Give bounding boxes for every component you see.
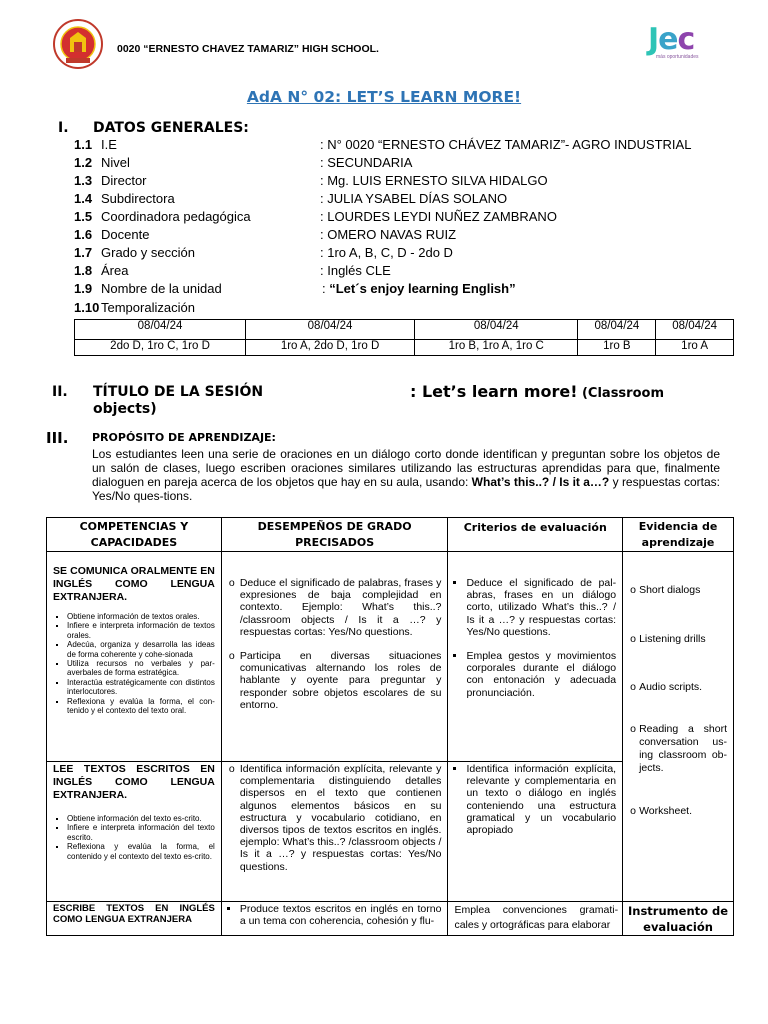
competencia-cell bbox=[47, 902, 222, 936]
group-cell: 1ro A, 2do D, 1ro D bbox=[246, 340, 415, 356]
temporalizacion-table bbox=[74, 319, 734, 356]
date-cell: 08/04/24 bbox=[75, 320, 246, 340]
section-3-number: III. bbox=[46, 429, 69, 447]
section-2-title: TÍTULO DE LA SESIÓN bbox=[93, 384, 264, 400]
list-item: ▪ Interactúa estratégicamente con distintos interlocutores. bbox=[67, 678, 215, 697]
competencia-cell bbox=[47, 762, 222, 902]
table-row bbox=[47, 902, 734, 936]
header-desempenos: DESEMPEÑOS DE GRADO PRECISADOS bbox=[221, 518, 448, 552]
list-item: ▪ Infiere e interpreta información de textos orales. bbox=[67, 621, 215, 640]
desempenos-cell bbox=[221, 552, 448, 762]
document-title: AdA N° 02: LET’S LEARN MORE! bbox=[246, 88, 522, 106]
criterios-list bbox=[452, 763, 616, 836]
criterios-list bbox=[452, 577, 616, 699]
competencia-title: ESCRIBE TEXTOS EN INGLÉS COMO LENGUA EXTRANJERA bbox=[53, 903, 215, 925]
dg-row: 1.6 Docente : OMERO NAVAS RUIZ bbox=[74, 227, 457, 242]
section-1-number: I. bbox=[58, 120, 69, 136]
purpose-paragraph: Los estudiantes leen una serie de oraciones en un diálogo corto donde identifican y preguntan sobre los objetos de un salón de clases, luego escriben oraciones similares utilizando las estructuras aprendidas para que, finalmente dialoguen en pareja acerca de los objetos que hay en su aula, usando: What’s this..? / Is it a…? y respuestas cortas: Yes/No ques-tions. bbox=[92, 447, 720, 503]
list-item: ▪ Reflexiona y evalúa la forma, el con-tenido y el contexto del texto oral. bbox=[67, 697, 215, 716]
list-item: o Reading a short conversation us-ing classroom ob-jects. bbox=[639, 723, 727, 775]
criterios-cell bbox=[448, 762, 623, 902]
list-item: o Short dialogs bbox=[639, 584, 727, 597]
evidencias-cell bbox=[623, 552, 734, 902]
desempenos-list bbox=[228, 577, 442, 711]
dg-row: 1.1 I.E : N° 0020 “ERNESTO CHÁVEZ TAMARIZ”- AGRO INDUSTRIAL bbox=[74, 137, 692, 152]
jec-subtitle: más oportunidades bbox=[656, 54, 699, 60]
list-item: o Audio scripts. bbox=[639, 681, 727, 694]
group-cell: 2do D, 1ro C, 1ro D bbox=[75, 340, 246, 356]
competencia-cell bbox=[47, 552, 222, 762]
section-2-title-cont: objects) bbox=[93, 401, 157, 417]
table-row bbox=[47, 552, 734, 762]
list-item: o Deduce el significado de palabras, frases y expresiones de baja complejidad en contexto. Ejemplo: What’s this..? /classroom objects / Is it a …? y respuestas cortas: Yes/No questions. bbox=[240, 577, 442, 638]
criterio-text: Emplea convenciones gramati-cales y ortográficas para elaborar bbox=[454, 904, 619, 931]
section-2-number: II. bbox=[52, 384, 68, 400]
desempenos-cell bbox=[221, 762, 448, 902]
jec-logo-text: J bbox=[648, 22, 659, 57]
header-evidencia: Evidencia de aprendizaje bbox=[623, 518, 734, 552]
list-item: ▪ Deduce el significado de pal-abras, frases en un diálogo corto, utilizado What’s this..? / Is it a …? y respuestas cortas: Yes/No questions. bbox=[466, 577, 616, 638]
dg-row: 1.9 Nombre de la unidad : “Let´s enjoy learning English” bbox=[74, 281, 516, 296]
dg-row: 1.4 Subdirectora : JULIA YSABEL DÍAS SOLANO bbox=[74, 191, 508, 206]
section-1-title: DATOS GENERALES: bbox=[93, 120, 249, 136]
date-cell: 08/04/24 bbox=[656, 320, 734, 340]
dg-row: 1.3 Director : Mg. LUIS ERNESTO SILVA HIDALGO bbox=[74, 173, 548, 188]
dg-row: 1.5 Coordinadora pedagógica : LOURDES LEYDI NUÑEZ ZAMBRANO bbox=[74, 209, 557, 224]
section-3-title: PROPÓSITO DE APRENDIZAJE: bbox=[92, 431, 276, 444]
group-cell: 1ro B, 1ro A, 1ro C bbox=[415, 340, 578, 356]
group-cell: 1ro B bbox=[578, 340, 656, 356]
capacidades-list bbox=[51, 814, 215, 861]
header-competencias: COMPETENCIAS Y CAPACIDADES bbox=[47, 518, 222, 552]
list-item: ▪ Emplea gestos y movimientos corporales durante el diálogo con entonación y adecuada pronunciación. bbox=[466, 650, 616, 699]
group-cell: 1ro A bbox=[656, 340, 734, 356]
header-criterios: Criterios de evaluación bbox=[448, 518, 623, 552]
school-seal-logo bbox=[52, 18, 104, 70]
date-cell: 08/04/24 bbox=[578, 320, 656, 340]
competencia-title: SE COMUNICA ORALMENTE EN INGLÉS COMO LENGUA EXTRANJERA. bbox=[53, 565, 215, 603]
desempenos-list bbox=[228, 903, 442, 927]
date-cell: 08/04/24 bbox=[246, 320, 415, 340]
list-item: ▪ Infiere e interpreta información del texto escrito. bbox=[67, 823, 215, 842]
list-item: ▪ Produce textos escritos en inglés en torno a un tema con coherencia, cohesión y flu- bbox=[240, 903, 442, 927]
list-item: ▪ Obtiene información del texto es-crito. bbox=[67, 814, 215, 823]
list-item: ▪ Obtiene información de textos orales. bbox=[67, 612, 215, 621]
school-name: 0020 “ERNESTO CHAVEZ TAMARIZ” HIGH SCHOOL. bbox=[117, 43, 379, 55]
table-row bbox=[75, 340, 734, 356]
list-item: o Participa en diversas situaciones comunicativas alternando los roles de hablante y oyente para preguntar y responder sobre objetos escolares de su entorno. bbox=[240, 650, 442, 711]
competencia-title: LEE TEXTOS ESCRITOS EN INGLÉS COMO LENGUA EXTRANJERA. bbox=[53, 763, 215, 801]
dg-row: 1.8 Área : Inglés CLE bbox=[74, 263, 391, 278]
competencias-table bbox=[46, 517, 734, 936]
list-item: ▪ Identifica información explícita, relevante y complementaria en un texto o diálogo en inglés conteniendo una estructura gramatical y un vocabulario apropiado bbox=[466, 763, 616, 836]
desempenos-cell bbox=[221, 902, 448, 936]
list-item: o Identifica información explícita, relevante y complementaria distinguiendo detalles dispersos en el texto que contienen algunos elementos básicos en su estructura y vocabulario cotidiano, en diversos tipos de textos escritos en inglés. ejemplo: What’s this..? /classroom objects / Is it a …? y respuestas cortas: Yes/No questions. bbox=[240, 763, 442, 873]
table-row bbox=[75, 320, 734, 340]
table-header-row bbox=[47, 518, 734, 552]
dg-row-temporal: 1.10 Temporalización bbox=[74, 300, 195, 315]
instrumento-cell: Instrumento de evaluación bbox=[623, 902, 734, 936]
jec-logo: Jec más oportunidades bbox=[648, 22, 699, 60]
list-item: o Worksheet. bbox=[639, 805, 727, 818]
dg-row: 1.7 Grado y sección : 1ro A, B, C, D - 2do D bbox=[74, 245, 453, 260]
evidencias-list bbox=[629, 584, 727, 818]
session-title: : Let’s learn more! (Classroom bbox=[410, 382, 664, 401]
list-item: ▪ Reflexiona y evalúa la forma, el contenido y el contexto del texto es-crito. bbox=[67, 842, 215, 861]
desempenos-list bbox=[228, 763, 442, 873]
criterios-cell bbox=[448, 902, 623, 936]
criterios-cell bbox=[448, 552, 623, 762]
list-item: ▪ Utiliza recursos no verbales y par-averbales de forma estratégica. bbox=[67, 659, 215, 678]
dg-row: 1.2 Nivel : SECUNDARIA bbox=[74, 155, 413, 170]
capacidades-list bbox=[51, 612, 215, 715]
date-cell: 08/04/24 bbox=[415, 320, 578, 340]
list-item: o Listening drills bbox=[639, 633, 727, 646]
list-item: ▪ Adecúa, organiza y desarrolla las ideas de forma coherente y cohe-sionada bbox=[67, 640, 215, 659]
